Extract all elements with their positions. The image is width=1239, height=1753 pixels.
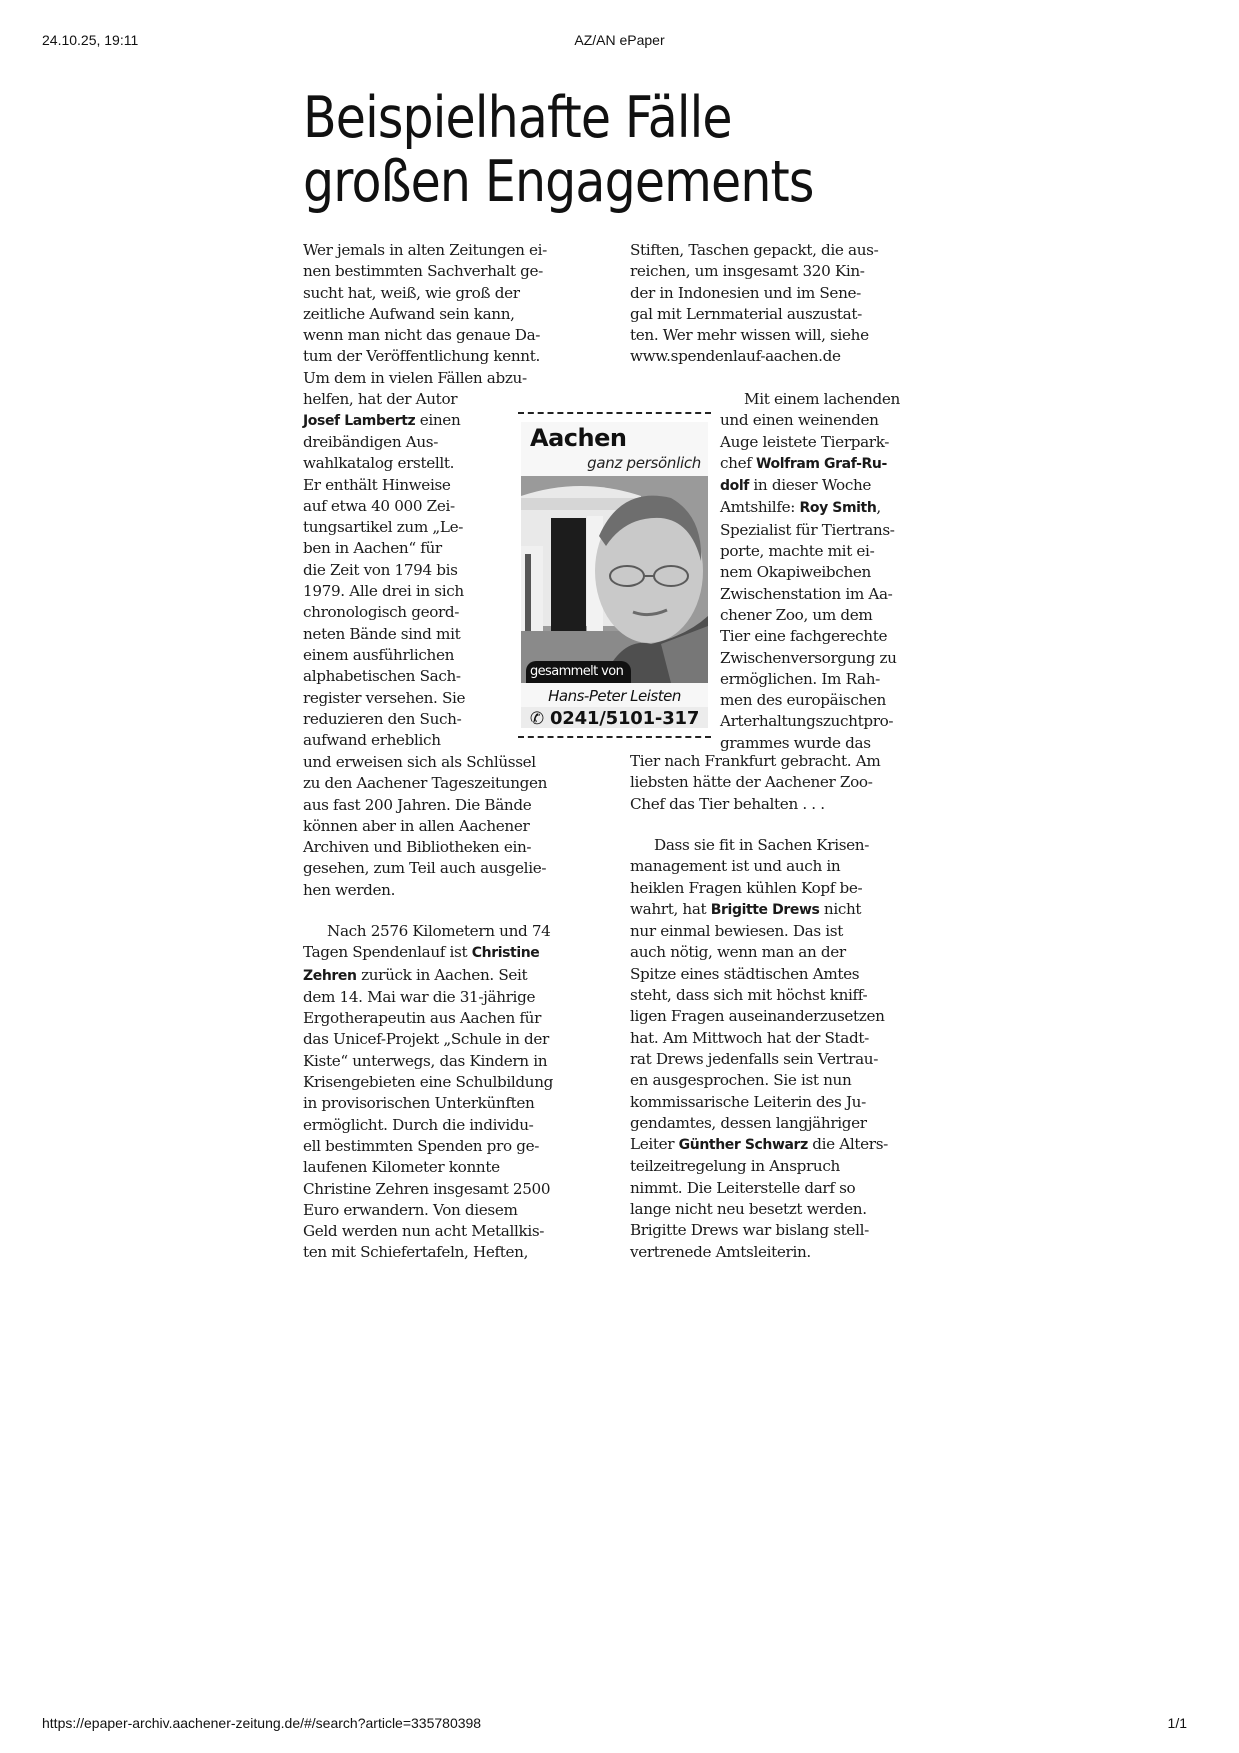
author-photo [521, 476, 708, 683]
text-line: dem 14. Mai war die 31-jährige [303, 987, 536, 1006]
print-footer-url: https://epaper-archiv.aachener-zeitung.de/#/search?article=335780398 [42, 1715, 482, 1731]
text-line: gal mit Lernmaterial auszustat- [630, 304, 862, 323]
article-paragraph-spendenlauf [303, 921, 553, 1264]
text-fragment: nicht [819, 899, 862, 918]
text-line: nem Okapiweibchen [720, 563, 871, 582]
text-line: neten Bände sind mit [303, 624, 461, 643]
text-line: Archiven und Bibliotheken ein- [303, 838, 532, 857]
text-line: Geld werden nun acht Metallkis- [303, 1222, 545, 1241]
person-name: Brigitte Drews [710, 901, 820, 918]
text-line: gendamtes, dessen langjähriger [630, 1113, 867, 1132]
text-line: auch nötig, wenn man an der [630, 943, 846, 962]
text-line: chener Zoo, um dem [720, 605, 873, 624]
text-fragment: wahrt, hat [630, 899, 711, 918]
text-line: nen bestimmten Sachverhalt ge- [303, 262, 543, 281]
text-line: zu den Aachener Tageszeitungen [303, 774, 548, 793]
text-line: Nach 2576 Kilometern und 74 [327, 922, 551, 940]
text-line: Zwischenversorgung zu [720, 648, 897, 667]
text-line [630, 899, 888, 921]
text-line: und erweisen sich als Schlüssel [303, 753, 536, 771]
column-info-box [518, 408, 711, 742]
text-line: aufwand erheblich [303, 731, 441, 750]
person-name: Christine [471, 945, 540, 962]
text-line: tum der Veröffentlichung kennt. [303, 347, 540, 366]
text-line: Auge leistete Tierpark- [720, 432, 890, 451]
print-page-title: AZ/AN ePaper [574, 32, 665, 48]
text-line: chronologisch geord- [303, 603, 460, 622]
column-author: Hans-Peter Leisten [548, 687, 681, 705]
text-line [303, 965, 553, 987]
text-line: hat. Am Mittwoch hat der Stadt- [630, 1028, 869, 1047]
column-subtitle: ganz persönlich [587, 454, 701, 472]
text-line: ligen Fragen auseinanderzusetzen [630, 1007, 885, 1026]
text-line: Stiften, Taschen gepackt, die aus- [630, 241, 879, 259]
person-name: Roy Smith [799, 500, 877, 517]
person-name: Günther Schwarz [678, 1137, 808, 1154]
text-line: nimmt. Die Leiterstelle darf so [630, 1178, 856, 1197]
text-line: reduzieren den Such- [303, 709, 462, 728]
text-line: ermöglichen. Im Rah- [720, 669, 880, 688]
text-fragment: chef [720, 453, 756, 472]
text-line [303, 942, 553, 964]
article-column-1-wrap [303, 432, 465, 751]
text-line: Zwischenstation im Aa- [720, 584, 893, 603]
text-line: dreibändigen Aus- [303, 433, 439, 451]
text-line: ten. Wer mehr wissen will, siehe [630, 326, 869, 345]
person-name: Zehren [303, 967, 357, 984]
text-line: lange nicht neu besetzt werden. [630, 1200, 867, 1219]
headline-line-1: Beispielhafte Fälle [303, 85, 732, 151]
text-line: www.spendenlauf-aachen.de [630, 347, 841, 366]
text-line [720, 475, 900, 497]
text-line: Er enthält Hinweise [303, 475, 451, 494]
text-fragment: , [876, 498, 881, 517]
text-fragment: einen [415, 411, 461, 430]
text-line: heiklen Fragen kühlen Kopf be- [630, 878, 863, 897]
print-page-number: 1/1 [1167, 1715, 1187, 1731]
text-line: Dass sie fit in Sachen Krisen- [654, 836, 869, 854]
text-line: der in Indonesien und im Sene- [630, 283, 861, 302]
dashed-divider [518, 736, 711, 738]
text-line: wahlkatalog erstellt. [303, 454, 455, 473]
person-name: Josef Lambertz [303, 413, 416, 430]
text-line: rat Drews jedenfalls sein Vertrau- [630, 1049, 878, 1068]
text-line: und einen weinenden [720, 411, 879, 430]
text-line: die Zeit von 1794 bis [303, 560, 458, 579]
person-name: Wolfram Graf-Ru- [755, 455, 887, 472]
text-line: alphabetischen Sach- [303, 667, 461, 686]
text-line: en ausgesprochen. Sie ist nun [630, 1071, 852, 1090]
text-line: ben in Aachen“ für [303, 539, 442, 558]
text-line: Arterhaltungszuchtpro- [720, 712, 894, 731]
text-line: laufenen Kilometer konnte [303, 1158, 500, 1177]
column-title: Aachen [530, 424, 627, 452]
text-fragment: zurück in Aachen. Seit [356, 965, 528, 984]
text-line: wenn man nicht das genaue Da- [303, 326, 541, 345]
text-line: tungsartikel zum „Le- [303, 518, 464, 537]
phone-icon: ✆ [529, 709, 544, 729]
text-fragment: Leiter [630, 1135, 679, 1154]
collected-by-label: gesammelt von [526, 661, 631, 683]
text-line: Tier eine fachgerechte [720, 627, 888, 646]
text-line: sucht hat, weiß, wie groß der [303, 283, 520, 302]
article-paragraph-drews [630, 835, 888, 1263]
article-paragraph-zoo-end [630, 751, 880, 815]
text-line: Spitze eines städtischen Amtes [630, 964, 860, 983]
text-line: helfen, hat der Autor [303, 390, 458, 409]
text-line: aus fast 200 Jahren. Die Bände [303, 795, 532, 814]
article-paragraph-zoo [720, 389, 900, 754]
text-line: nur einmal bewiesen. Das ist [630, 922, 843, 941]
column-phone [518, 708, 711, 729]
text-line: grammes wurde das [720, 733, 871, 752]
text-line: management ist und auch in [630, 857, 841, 876]
text-line: 1979. Alle drei in sich [303, 582, 464, 601]
text-line: ermöglicht. Durch die individu- [303, 1115, 534, 1134]
text-line: Mit einem lachenden [744, 390, 900, 408]
text-line: reichen, um insgesamt 320 Kin- [630, 262, 865, 281]
text-line: men des europäischen [720, 691, 886, 710]
text-line: teilzeitregelung in Anspruch [630, 1157, 840, 1176]
article-column-1-top [303, 240, 547, 433]
text-line: register versehen. Sie [303, 688, 466, 707]
text-line [303, 410, 547, 432]
text-line: steht, dass sich mit höchst kniff- [630, 986, 868, 1005]
article-headline [303, 86, 853, 214]
text-line [720, 497, 900, 519]
author-photo-image [521, 476, 708, 683]
text-line: ell bestimmten Spenden pro ge- [303, 1136, 540, 1155]
text-line: hen werden. [303, 880, 396, 899]
text-line: ten mit Schiefertafeln, Heften, [303, 1243, 529, 1262]
print-date-time: 24.10.25, 19:11 [42, 32, 139, 48]
text-line: vertrenede Amtsleiterin. [630, 1242, 811, 1261]
article-column-1-bottom [303, 752, 547, 901]
text-line: Kiste“ unterwegs, das Kindern in [303, 1051, 548, 1070]
text-line: Krisengebieten eine Schulbildung [303, 1073, 554, 1092]
text-line: können aber in allen Aachener [303, 816, 530, 835]
dashed-divider [518, 412, 711, 414]
text-line: zeitliche Aufwand sein kann, [303, 304, 515, 323]
text-line: liebsten hätte der Aachener Zoo- [630, 773, 873, 792]
text-line: Tier nach Frankfurt gebracht. Am [630, 752, 881, 770]
article-column-2-top [630, 240, 878, 368]
text-line: Chef das Tier behalten . . . [630, 794, 825, 813]
headline-line-2: großen Engagements [303, 149, 814, 215]
person-name: dolf [720, 478, 749, 495]
text-line: Um dem in vielen Fällen abzu- [303, 368, 527, 387]
text-line: Euro erwandern. Von diesem [303, 1200, 518, 1219]
text-line: kommissarische Leiterin des Ju- [630, 1092, 866, 1111]
text-line: Brigitte Drews war bislang stell- [630, 1221, 869, 1240]
text-line: Ergotherapeutin aus Aachen für [303, 1009, 541, 1028]
text-line: einem ausführlichen [303, 645, 455, 664]
text-line: Wer jemals in alten Zeitungen ei- [303, 241, 547, 259]
text-fragment: Tagen Spendenlauf ist [303, 943, 472, 962]
text-line: Spezialist für Tiertrans- [720, 520, 895, 539]
text-fragment: in dieser Woche [748, 476, 872, 495]
text-line: Christine Zehren insgesamt 2500 [303, 1179, 551, 1198]
text-line: in provisorischen Unterkünften [303, 1094, 535, 1113]
text-fragment: Amtshilfe: [720, 498, 800, 517]
text-line: gesehen, zum Teil auch ausgelie- [303, 859, 547, 878]
text-line: auf etwa 40 000 Zei- [303, 496, 455, 515]
text-fragment: die Alters- [807, 1135, 888, 1154]
text-line: porte, machte mit ei- [720, 542, 875, 561]
text-line [630, 1134, 888, 1156]
text-line [720, 453, 900, 475]
text-line: das Unicef-Projekt „Schule in der [303, 1030, 549, 1049]
phone-number: 0241/5101-317 [549, 708, 700, 729]
